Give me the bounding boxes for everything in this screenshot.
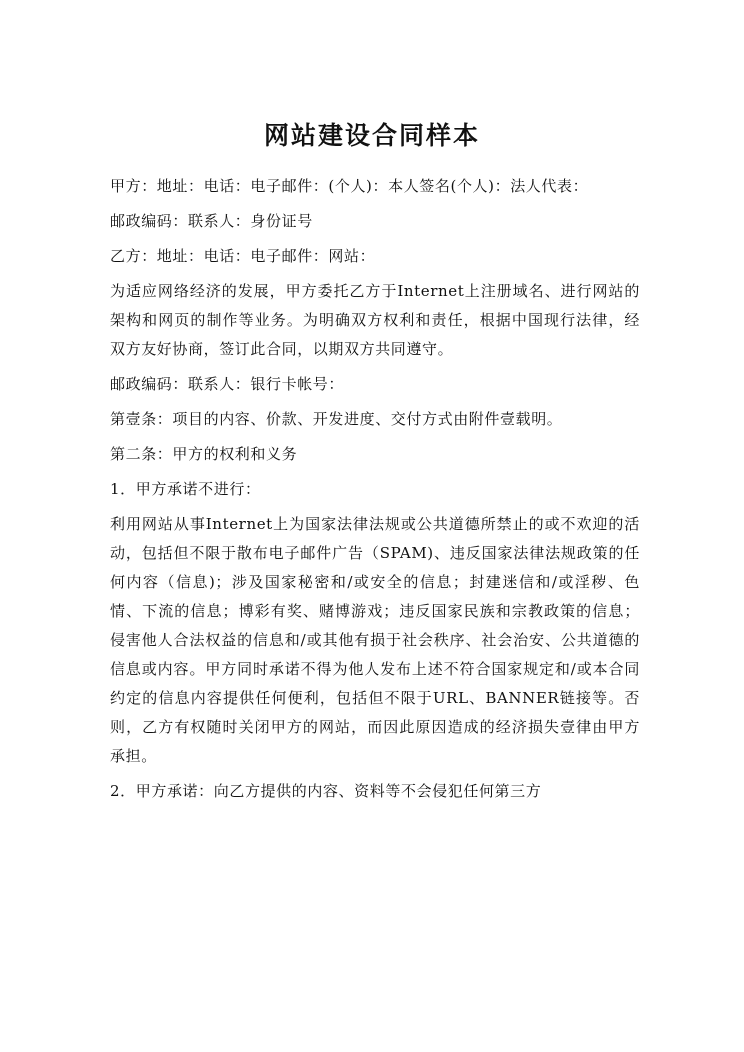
party-a-contact-line: 邮政编码：联系人：身份证号	[110, 212, 313, 230]
party-b-info-line: 乙方：地址：电话：电子邮件：网站：	[110, 247, 376, 265]
party-b-contact-line: 邮政编码：联系人：银行卡帐号：	[110, 375, 345, 393]
clause-one-heading: 1．甲方承诺不进行：	[110, 480, 261, 498]
document-body	[110, 172, 640, 812]
clause-one-body: 利用网站从事Internet上为国家法律法规或公共道德所禁止的或不欢迎的活动，包括但不限于散布电子邮件广告（SPAM)、违反国家法律法规政策的任何内容（信息)；涉及国家秘密和/或安全的信息；封建迷信和/或淫秽、色情、下流的信息；博彩有奖、赌博游戏；违反国家民族和宗教政策的信息；侵害他人合法权益的信息和/或其他有损于社会秩序、社会治安、公共道德的信息或内容。甲方同时承诺不得为他人发布上述不符合国家规定和/或本合同约定的信息内容提供任何便利，包括但不限于URL、BANNER链接等。否则，乙方有权随时关闭甲方的网站，而因此原因造成的经济损失壹律由甲方承担。	[110, 515, 640, 765]
party-a-info-line: 甲方：地址：电话：电子邮件：(个人)：本人签名(个人)：法人代表：	[110, 177, 589, 195]
article-two-heading: 第二条：甲方的权利和义务	[110, 445, 298, 463]
preamble-paragraph: 为适应网络经济的发展，甲方委托乙方于Internet上注册域名、进行网站的架构和网页的制作等业务。为明确双方权利和责任，根据中国现行法律，经双方友好协商，签订此合同，以期双方共同遵守。	[110, 282, 640, 358]
document-title: 网站建设合同样本	[263, 121, 480, 150]
article-one: 第壹条：项目的内容、价款、开发进度、交付方式由附件壹载明。	[110, 410, 563, 428]
clause-two-line: 2．甲方承诺：向乙方提供的内容、资料等不会侵犯任何第三方	[110, 782, 542, 800]
